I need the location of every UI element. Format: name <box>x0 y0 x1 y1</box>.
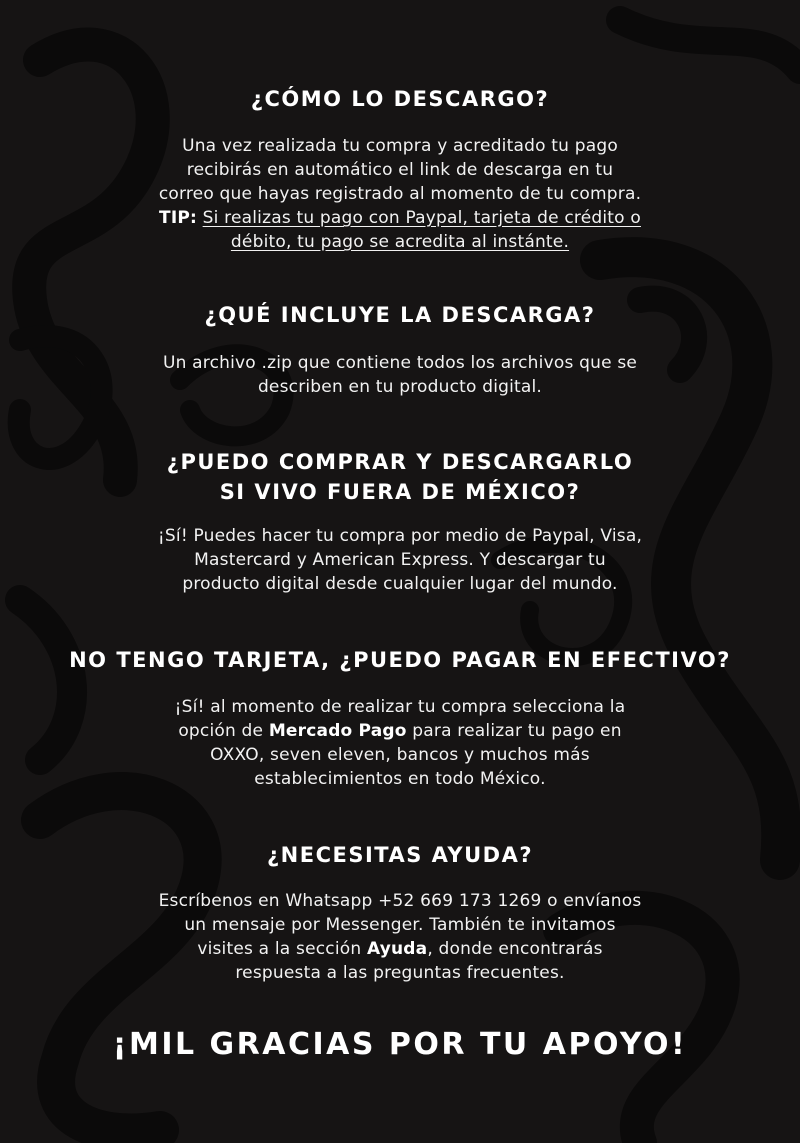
section-body-includes <box>120 351 680 399</box>
mercado-pago-label: Mercado Pago <box>268 721 407 741</box>
body-line: Una vez realizada tu compra y acreditado tu pago <box>182 136 618 156</box>
body-line: respuesta a las preguntas frecuentes. <box>235 963 565 983</box>
body-line: correo que hayas registrado al momento de tu compra. <box>158 184 642 204</box>
section-heading-cash: NO TENGO TARJETA, ¿PUEDO PAGAR EN EFECTIVO? <box>69 648 731 672</box>
ayuda-label: Ayuda <box>366 939 428 959</box>
body-line: OXXO, seven eleven, bancos y muchos más <box>210 745 590 765</box>
tip-text: Si realizas tu pago con Paypal, tarjeta de crédito o <box>202 208 641 228</box>
body-line: producto digital desde cualquier lugar del mundo. <box>182 574 618 594</box>
body-line: ¡Sí! al momento de realizar tu compra selecciona la <box>174 697 626 717</box>
tip-text: débito, tu pago se acredita al instánte. <box>230 232 570 252</box>
body-line: recibirás en automático el link de descarga en tu <box>186 160 614 180</box>
body-line: opción de <box>178 721 269 741</box>
art-stroke-left-mid <box>20 600 72 760</box>
body-line: ¡Sí! Puedes hacer tu compra por medio de Paypal, Visa, <box>157 526 643 546</box>
section-heading-download: ¿CÓMO LO DESCARGO? <box>250 87 550 111</box>
section-body-help <box>120 889 680 985</box>
body-line: establecimientos en todo México. <box>254 769 546 789</box>
body-line: , donde encontrarás <box>427 939 603 959</box>
body-line: un mensaje por Messenger. También te invitamos <box>184 915 616 935</box>
heading-line: SI VIVO FUERA DE MÉXICO? <box>219 480 581 504</box>
section-heading-includes: ¿QUÉ INCLUYE LA DESCARGA? <box>204 303 596 327</box>
closing-thanks: ¡MIL GRACIAS POR TU APOYO! <box>112 1027 688 1062</box>
tip-label: TIP: <box>159 208 198 228</box>
section-heading-abroad <box>0 447 800 507</box>
body-line: para realizar tu pago en <box>406 721 622 741</box>
body-line: describen en tu producto digital. <box>257 377 543 397</box>
body-line: Un archivo .zip que contiene todos los archivos que se <box>162 353 638 373</box>
section-body-download <box>120 134 680 254</box>
body-line: visites a la sección <box>197 939 367 959</box>
heading-line: ¿PUEDO COMPRAR Y DESCARGARLO <box>166 450 634 474</box>
body-line: Escríbenos en Whatsapp +52 669 173 1269 o envíanos <box>158 891 642 911</box>
art-stroke-top-right <box>620 20 800 70</box>
body-line: Mastercard y American Express. Y descargar tu <box>194 550 606 570</box>
section-body-cash <box>120 695 680 791</box>
section-heading-help: ¿NECESITAS AYUDA? <box>266 843 534 867</box>
section-body-abroad <box>120 524 680 596</box>
